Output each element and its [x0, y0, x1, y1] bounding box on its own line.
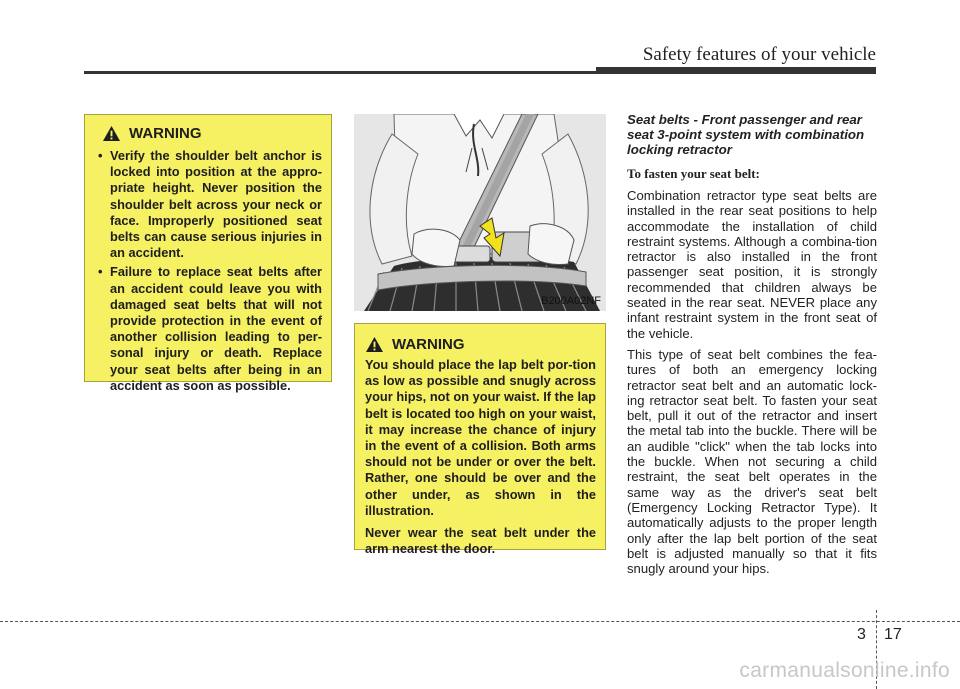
warning-box-center: [354, 323, 606, 557]
warning-paragraph: Never wear the seat belt under the arm nearest the door.: [365, 525, 596, 557]
warning-title: WARNING: [129, 125, 202, 142]
warning-item: • Failure to replace seat belts after an accident could leave you with damaged seat belts that will not provide protection in the event of another collision leading to per-sonal injury or death. Replace your seat belts after being in an accident as soon as possible.: [96, 264, 322, 394]
warning-header: [102, 125, 322, 142]
header-tab: [596, 67, 876, 73]
body-paragraph: This type of seat belt combines the fea-tures of both an emergency locking retractor seat belt and an automatic lock-ing retractor seat belt. To fasten your seat belt, pull it out of the retractor and insert the metal tab into the buckle. There will be an audible "click" when the tab locks into the buckle. When not securing a child restraint, the seat belt operates in the same way as the driver's seat belt (Emergency Locking Retractor Type). It automatically adjusts to the proper length only after the lap belt portion of the seat belt is adjusted manually so that it fits snugly around your hips.: [627, 346, 877, 577]
section-subtitle: To fasten your seat belt:: [627, 166, 760, 181]
warning-paragraph: You should place the lap belt por-tion as low as possible and snugly across your hips, not on your waist. If the lap belt is located too high on your waist, it may increase the chance of injury in the event of a collision. Both arms should not be under or over the belt. Rather, one should be over and the other under, as shown in the illustration.: [365, 357, 596, 518]
seat-belt-section: [627, 112, 877, 582]
warning-triangle-icon: [365, 336, 384, 353]
warning-title: WARNING: [392, 336, 465, 353]
body-paragraph: Combination retractor type seat belts are installed in the rear seat positions to help accommodate the installation of child restraint systems. Although a combina-tion retractor is also installed in the front passenger seat position, it is strongly recommended that children always be seated in the rear seat. NEVER place any infant restraint system in the front seat of the vehicle.: [627, 188, 877, 341]
footer-rule: [0, 621, 960, 622]
header-title: Safety features of your vehicle: [642, 44, 876, 65]
warning-item: • Verify the shoulder belt anchor is locked into position at the appro-priate height. Never position the shoulder belt across your neck or face. Improperly positioned seat belts can cause serious injuries in an accident.: [96, 148, 322, 261]
warning-box-left: [84, 114, 332, 393]
page-number: 17: [884, 626, 902, 643]
warning-list: [96, 148, 322, 394]
section-title: Seat belts - Front passenger and rear seat 3-point system with combination locking retractor: [627, 112, 865, 157]
seat-belt-illustration: [354, 114, 606, 311]
watermark: carmanualsonline.info: [739, 659, 950, 682]
chapter-number: 3: [857, 626, 866, 643]
warning-header: [365, 336, 596, 353]
warning-triangle-icon: [102, 125, 121, 142]
illustration-code: B200A02NF: [541, 295, 601, 307]
passenger-fastening-belt-drawing: [354, 114, 606, 311]
